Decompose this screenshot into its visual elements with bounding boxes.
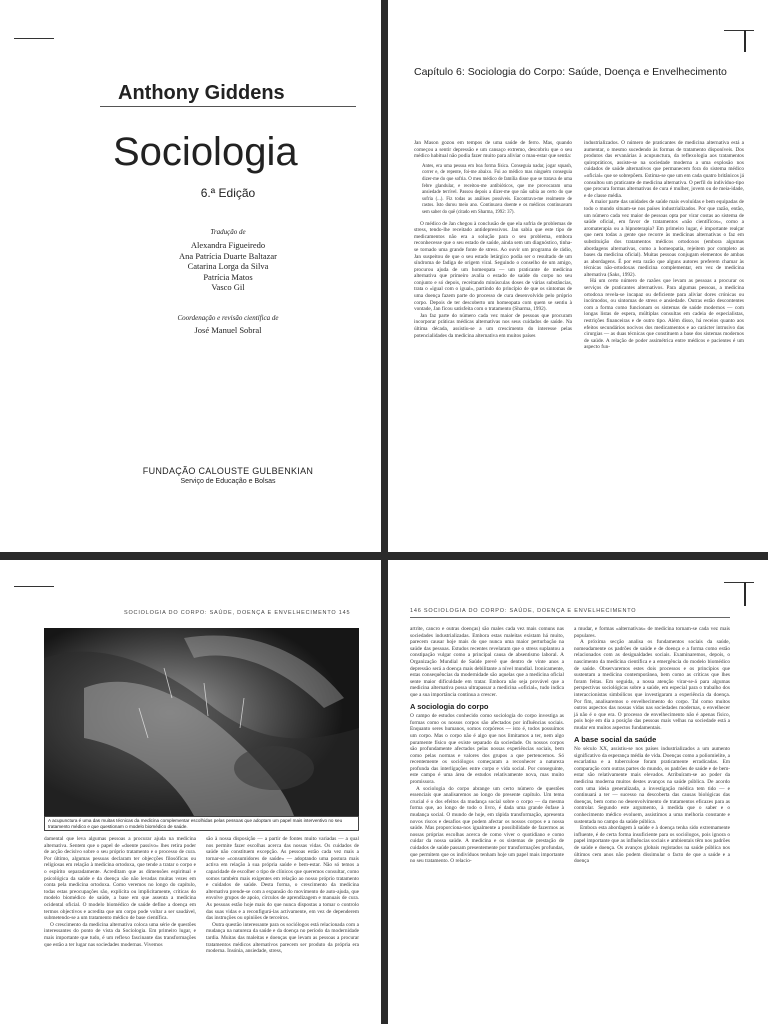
paragraph: A maior parte das unidades de saúde mais evoluídas e bem equipadas de todo o mundo situam-se nos países industrializados. Por que razão, então, um número cada vez maior de pessoas opta por virar costas ao sistema de saúde oficial, em favor de tratamentos «não científicos», como a aromaterapia ou a hipnoterapia? Em primeiro lugar, é importante realçar que nem todas a gente que recorre às medicinas alternativas o faz em substituição dos tratamentos médicos ortodoxos (embora algumas abordagens alternativas, como a homeopatia, rejeitem por completo as bases da medicina oficial). Muitas pessoas conjugam elementos de ambas as abordagens. É por esta razão que alguns autores preferem chamar às técnicas não-ortodoxas medicina complementar, em vez de medicina alternativa (Saks, 1992). — [584, 199, 744, 278]
author-name: Anthony Giddens — [118, 82, 285, 104]
page-side-edge — [744, 582, 746, 606]
translator-name: Patrícia Matos — [203, 271, 253, 282]
paragraph: O médico de Jan chegou à conclusão de que ela sofria de problemas de stress, tendo-lhe receitado antidepressivos. Jan sabia que este tipo de medicamentos não era a solução para o seu problema, embora reconhecesse que o seu estado de saúde, ainda sem um diagnóstico, tinha-se tornado uma grande fonte de stress. Ao ouvir um programa de rádio, Jan suspeitou de que o seu estado letárgico podia ser o resultado de um síndroma de fadiga de origem viral. Seguindo o conselho de um amigo, procurou ajuda de um homeopata — um praticante de medicina alternativa que primeiro avalia o estado de saúde do corpo no seu conjunto e só depois, receitando minúsculas doses de várias substâncias, trata o «igual com o igual», partindo do princípio de que os sintomas de uma doença fazem parte do processo de cura desenvolvido pelo próprio corpo. Depois de ter descoberto um homeopata com quem se sentiu à vontade, Jan ficou satisfeita com o tratamento (Sharma, 1992). — [414, 220, 572, 313]
author-rule — [100, 106, 356, 107]
translator-name: Catarina Lorga da Silva — [187, 261, 269, 271]
chapter-title: Capítulo 6: Sociologia do Corpo: Saúde, Doença e Envelhecimento — [414, 66, 727, 78]
translator-name: Ana Patrícia Duarte Baltazar — [179, 250, 277, 261]
middle-gutter — [0, 552, 768, 560]
paragraph: são à nossa disposição — a partir de fontes muito variadas — a qual nos permite fazer escolhas acerca das nossas vidas. Os cuidados de saúde não constituem excepção. As pessoas estão cada vez mais a tornar-se «consumidores de saúde» — adoptando uma postura mais activa em relação à sua própria saúde e bem-estar. Não só temos a capacidade de escolher o tipo de clínicos que queremos consultar, como somos também mais exigentes em relação ao nosso próprio tratamento e cuidados de saúde. Desta forma, o crescimento da medicina alternativa prende-se com a expansão do movimento de auto-ajuda, que envolve grupos de apoio, círculos de aprendizagem e manuais de cura. As pessoas estão hoje mais do que nunca dispostas a tomar o controlo das suas vidas e a reconfigurá-las activamente, em vez de dependerem das instruções ou opiniões de terceiros. — [206, 836, 359, 922]
page-side-edge — [744, 30, 746, 52]
book-title: Sociologia — [113, 130, 298, 174]
section-heading: A base social da saúde — [574, 734, 657, 744]
block-quote: Antes, era uma pessoa em boa forma física. Conseguia nadar, jogar squash, correr e, de repente, foi-me abaixo. Fui ao médico mas ninguém conseguia dizer-me do que sofria. O meu médico de família disse que se tratava de uma febre glandular, e receitou-me antibióticos, que me provocaram uma ansiedade terrível. Passou depois a dizer-me que não sabia ao certo do que sofria (...). Fiz todas as análises possíveis. Encontrava-me realmente de rastos. Isto durou meio ano. Continuava doente e os médicos continuavam sem saber do quê (citado em Sharma, 1992: 37). — [422, 163, 572, 215]
chapter-opening-page — [388, 0, 768, 552]
coordination-label: Coordenação e revisão científica de — [177, 314, 279, 322]
text-column-right — [574, 626, 730, 1022]
coordinator-name: José Manuel Sobral — [194, 325, 262, 335]
text-column-left — [44, 836, 196, 1022]
page-top-edge — [14, 38, 54, 39]
translator-name: Alexandra Figueiredo — [190, 240, 266, 250]
translators-list — [0, 240, 381, 293]
text-column-right — [584, 140, 744, 544]
paragraph: O crescimento da medicina alternativa coloca uma série de questões interessantes do ponto de vista da Sociologia. Em primeiro lugar, e mais importante que tudo, é um reflexo fascinante das transformações que estão a ter lugar nas sociedades modernas. Vivemos — [44, 921, 196, 948]
publisher-name: FUNDAÇÃO CALOUSTE GULBENKIAN — [142, 466, 314, 476]
paragraph: damental que leva algumas pessoas a procurar ajuda na medicina alternativa. Sentem que o papel de «doente passivo» lhes retira poder de acção decisivo sobre o seu próprio tratamento e o processo de cura. Por último, algumas pessoas declaram ter objecções filosóficas ou religiosas em relação à medicina ortodoxa, que tende a tratar o corpo e o espírito separadamente. Acreditam que as dimensões espiritual e psicológica da saúde e da doença são não levadas muitas vezes em conta pela medicina ortodoxa. Como veremos no longo do capítulo, todas estas preocupações são, explícita ou implicitamente, críticas do modelo biomédico de saúde, a base em que assenta a medicina ocidental oficial. O modelo biomédico de saúde define a doença em termos objectivos e acredita que um corpo pode voltar a ser saudável, submetendo-se a um tratamento médico de base científica. — [44, 836, 196, 922]
running-head: 146 SOCIOLOGIA DO CORPO: SAÚDE, DOENÇA E ENVELHECIMENTO — [410, 608, 637, 614]
text-column-right — [206, 836, 359, 1022]
page-145 — [0, 560, 381, 1024]
paragraph: No século XX, assistiu-se nos países industrializados a um aumento significativo da esperança média de vida. Doenças como a poliomielite, a escarlatina e a tuberculose foram praticamente erradicadas. Em comparação com outras partes do mundo, os padrões de saúde e de bem-estar são relativamente mais elevados. Atribuíram-se ao poder da medicina moderna muitos destes avanços na saúde pública. De acordo com uma ideia generalizada, a investigação médica tem tido — e continuará a ter — sucesso na descoberta das causas biológicas das doenças, bem como no desenvolvimento de tratamentos eficazes para as controlar. Segundo este argumento, à medida que o saber e o conhecimento médico evoluem, assistimos a uma melhoria constante e sustentada no campo da saúde pública. — [574, 746, 730, 825]
bottom-spine-gutter — [381, 560, 388, 1024]
translation-label: Tradução de — [210, 228, 246, 236]
acupuncture-photo — [44, 628, 359, 816]
title-page — [0, 0, 381, 552]
paragraph: Outra questão interessante para os sociólogos está relacionada com a mudança na natureza da saúde e da doença no período da modernidade tardia. Muitas das maleitas e doenças que levam as pessoas a procurar tratamentos médicos alternativos parecem ser produto da própria era moderna. Insónia, ansiedade, stress, — [206, 921, 359, 955]
text-column-left — [414, 140, 572, 544]
paragraph: Embora esta abordagem à saúde e à doença tenha sido extremamente influente, é de certa forma insuficiente para os sociólogos, pois ignora o papel importante que as influências sociais e ambientais têm nos padrões de saúde e doença. Os avanços globais registados na saúde pública nos últimos cem anos não podem dissimular o facto de que a saúde e a doença — [574, 825, 730, 865]
paragraph: industrializados. O número de praticantes de medicina alternativa está a aumentar, o mesmo sucedendo às formas de tratamento disponíveis. Dos produtos das ervanárias à acupunctura, da reflexologia aos tratamentos quiropráticos, assiste-se na sociedade moderna a uma explosão nos cuidados de saúde alternativos que permanecem fora do sistema médico «oficial» que se sobrepõem. Estima-se que um em cada quatro britânicos já consultou um praticante de medicina alternativa. O perfil do indivíduo-tipo que procura formas alternativas de cura é mulher, jovem ou de meia-idade, e de classe média. — [584, 140, 744, 199]
page-146 — [388, 560, 768, 1024]
running-head-rule — [410, 617, 730, 618]
photo-caption: A acupunctura é uma das muitas técnicas da medicina complementar escolhidas pelas pessoas que adoptam um papel mais interventivo no seu tratamento médico e que questionam o modelo biomédico de saúde. — [44, 816, 359, 831]
publisher-division: Serviço de Educação e Bolsas — [180, 478, 276, 485]
page-top-edge — [14, 586, 54, 587]
paragraph: A sociologia do corpo abrange um certo número de questões essenciais que analisaremos ao longo do presente capítulo. Um tema crucial é o dos efeitos da mudança social sobre o corpo — da mesma forma que, ao longo de todo o livro, é dada uma grande ênfase à mudança social. O mundo de hoje, em rápida transformação, apresenta novos riscos e desafios que podem afectar os nossos corpos e a nossa saúde. Mas proporciona-nos igualmente a possibilidade de fazermos as nossas próprias escolhas acerca de como viver o quotidiano e como cuidar da nossa saúde. A medicina e os sistemas de prestação de cuidados de saúde passam presentemente por transformações profundas, que permitem que os indivíduos tenham hoje um papel mais importante no seu tratamento. O relacio- — [410, 785, 564, 865]
paragraph: O campo de estudos conhecido como sociologia do corpo investiga as formas como os nossos corpos são afectados por influências sociais. Enquanto seres humanos, somos corpóreos — isto é, todos possuímos um corpo. Mas o corpo não é algo que nos limitamos a ter, nem algo puramente físico que existe separado da sociedade. Os nossos corpos são profundamente afectados pelas nossas experiências sociais, bem como pelas normas e valores dos grupos a que pertencemos. Só recentemente os sociólogos começaram a reconhecer a natureza profunda das interligações entre corpo e vida social. Por conseguinte, este campo é uma área de estudos relativamente nova, mas muito promissora. — [410, 713, 564, 786]
paragraph: Há um certo número de razões que levam as pessoas a procurar os serviços de praticantes alternativos. Para algumas pessoas, a medicina ortodoxa revela-se incapaz ou deficiente para aliviar dores crónicas ou incómodos, ou sintomas de stress e ansiedade. Outras estão descontentes com a forma como funcionam os sistemas de saúde modernos — com longas listas de espera, múltiplas consultas em cadeia de especialistas, restrições financeiras e de outro tipo. Além disso, há receios quanto aos efeitos secundários nocivos dos medicamentos e ao carácter intrusivo das cirurgias — as duas técnicas que constituem a base dos sistemas modernos de saúde. A relação de poder assimétrica entre médicos e pacientes é um aspecto fun- — [584, 278, 744, 351]
running-head: SOCIOLOGIA DO CORPO: SAÚDE, DOENÇA E ENVELHECIMENTO 145 — [124, 610, 351, 616]
top-spine-gutter — [381, 0, 388, 552]
paragraph: Jan faz parte do número cada vez maior de pessoas que procuram incorporar práticas médicas alternativas nos seus cuidados de saúde. Na última década, assistiu-se a um crescimento do interesse pelas potencialidades da medicina alternativa em muitos países — [414, 312, 572, 339]
page-top-edge — [724, 582, 754, 583]
text-column-left — [410, 626, 564, 1022]
photo-illustration — [44, 628, 359, 816]
paragraph: a mudar, e formas «alternativas» de medicina tornam-se cada vez mais populares. — [574, 626, 730, 639]
section-heading: A sociologia do corpo — [410, 701, 489, 711]
page-top-edge — [724, 30, 754, 31]
translator-name: Vasco Gil — [211, 282, 245, 292]
edition: 6.ª Edição — [200, 186, 256, 200]
paragraph: A próxima secção analisa os fundamentos sociais da saúde, nomeadamente os padrões de saúde e de doença e a forma como estão relacionados com as desigualdades sociais. Examinaremos, depois, o nascimento da medicina científica e a emergência do modelo biomédico de saúde. Observaremos estes dois processos e os princípios que sustentam a medicina contemporânea, bem como as críticas que lhes foram feitas. Em seguida, a nossa atenção virar-se-á para algumas perspectivas sociológicas sobre a saúde, em especial para o trabalho dos interaccionistas simbólicos que investigaram a experiência da doença. Por fim, analisaremos o envelhecimento do corpo. Tal como muitos outros aspectos das nossas vidas nas sociedades modernas, o envelhecer já não é o que era. O processo de envelhecimento não é apenas físico, pois hoje em dia a posição das pessoas mais velhas na sociedade está a mudar em muitos aspectos fundamentais. — [574, 639, 730, 731]
paragraph: artrite, cancro e outras doenças) são males cada vez mais comuns nas sociedades industrializadas. Embora estas maleitas existam há muito, parecem causar hoje mais do que nunca uma maior perturbação na saúde das pessoas. Estudos recentes revelaram que o stress suplantou a constipação vulgar como a principal causa de absentismo laboral. A Organização Mundial de Saúde prevê que dentro de vinte anos a depressão será a doença mais debilitante a nível mundial. Ironicamente, estas consequências da modernidade são aquelas que a medicina oficial sente maior dificuldade em tratar. Embora não seja provável que a medicina alternativa possa ultrapassar a medicina «oficial», tudo indica que a sua importância continua a crescer. — [410, 626, 564, 698]
paragraph: Jan Mason gozou em tempos de uma saúde de ferro. Mas, quando começou a sentir depressão e um cansaço extremo, descobriu que o seu médico habitual não podia fazer muito para aliviar o mau-estar que sentia: — [414, 140, 572, 160]
